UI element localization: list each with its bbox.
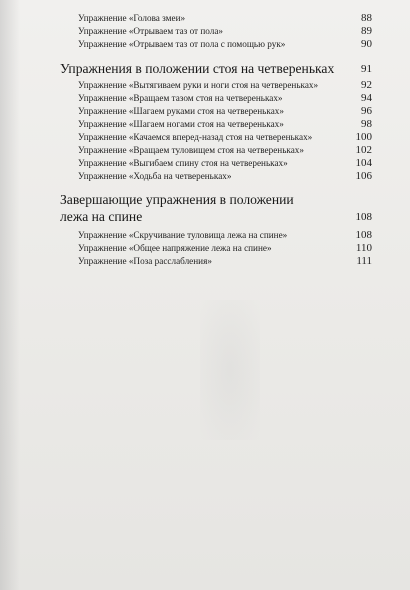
toc-entry: [78, 170, 372, 182]
toc-entry-title: Упражнение «Ходьба на четвереньках»: [78, 171, 232, 181]
toc-entry: [78, 255, 372, 267]
toc-entry-title: Упражнение «Скручивание туловища лежа на спине»: [78, 230, 288, 240]
toc-entry: [78, 79, 372, 91]
toc-entry-page: 111: [356, 255, 372, 267]
section-heading-title-line1: Завершающие упражнения в положении: [60, 192, 294, 207]
toc-entry: [78, 25, 372, 37]
toc-entry: [78, 12, 372, 24]
toc-entry-page: 92: [361, 79, 372, 91]
toc-entry-page: 94: [361, 92, 372, 104]
toc-entry: [78, 242, 372, 254]
toc-entry-page: 90: [361, 38, 372, 50]
toc-entry-page: 108: [355, 229, 372, 241]
toc-entry-title: Упражнение «Вытягиваем руки и ноги стоя на четвереньках»: [78, 80, 319, 90]
toc-entry-title: Упражнение «Отрываем таз от пола с помощью рук»: [78, 39, 286, 49]
toc-entry-title: Упражнение «Качаемся вперед-назад стоя на четвереньках»: [78, 132, 313, 142]
toc-entry-page: 98: [361, 118, 372, 130]
toc-entry: [78, 131, 372, 143]
toc-entry-title: Упражнение «Общее напряжение лежа на спине»: [78, 243, 272, 253]
toc-entry-title: Упражнение «Шагаем руками стоя на четвереньках»: [78, 106, 284, 116]
toc-entry: [78, 105, 372, 117]
toc-entry-title: Упражнение «Отрываем таз от пола»: [78, 26, 224, 36]
toc-entry-page: 102: [355, 144, 372, 156]
toc-entry-page: 100: [355, 131, 372, 143]
section-heading-page: 91: [361, 63, 372, 75]
section-heading-title-line2: лежа на спине: [60, 209, 143, 224]
toc-entry-title: Упражнение «Выгибаем спину стоя на четвереньках»: [78, 158, 288, 168]
section-heading-page: 108: [355, 211, 372, 223]
toc-entry: [78, 229, 372, 241]
section-heading-title: Упражнения в положении стоя на четвереньках: [60, 61, 335, 76]
toc-entry: [78, 144, 372, 156]
toc-entry: [78, 157, 372, 169]
toc-entry-page: 96: [361, 105, 372, 117]
toc-entry-page: 89: [361, 25, 372, 37]
toc-entry-page: 88: [361, 12, 372, 24]
toc-entry-title: Упражнение «Голова змеи»: [78, 13, 186, 23]
toc-entry-title: Упражнение «Вращаем тазом стоя на четвереньках»: [78, 93, 283, 103]
toc-entry: [78, 118, 372, 130]
toc-entry: [78, 38, 372, 50]
toc-entry-page: 104: [355, 157, 372, 169]
toc-entry-title: Упражнение «Шагаем ногами стоя на четвереньках»: [78, 119, 284, 129]
toc-entry-page: 110: [355, 242, 372, 254]
toc-entry-title: Упражнение «Поза расслабления»: [78, 256, 212, 266]
toc-entry-title: Упражнение «Вращаем туловищем стоя на четвереньках»: [78, 145, 304, 155]
toc-entry-page: 106: [355, 170, 372, 182]
toc-entry: [78, 92, 372, 104]
